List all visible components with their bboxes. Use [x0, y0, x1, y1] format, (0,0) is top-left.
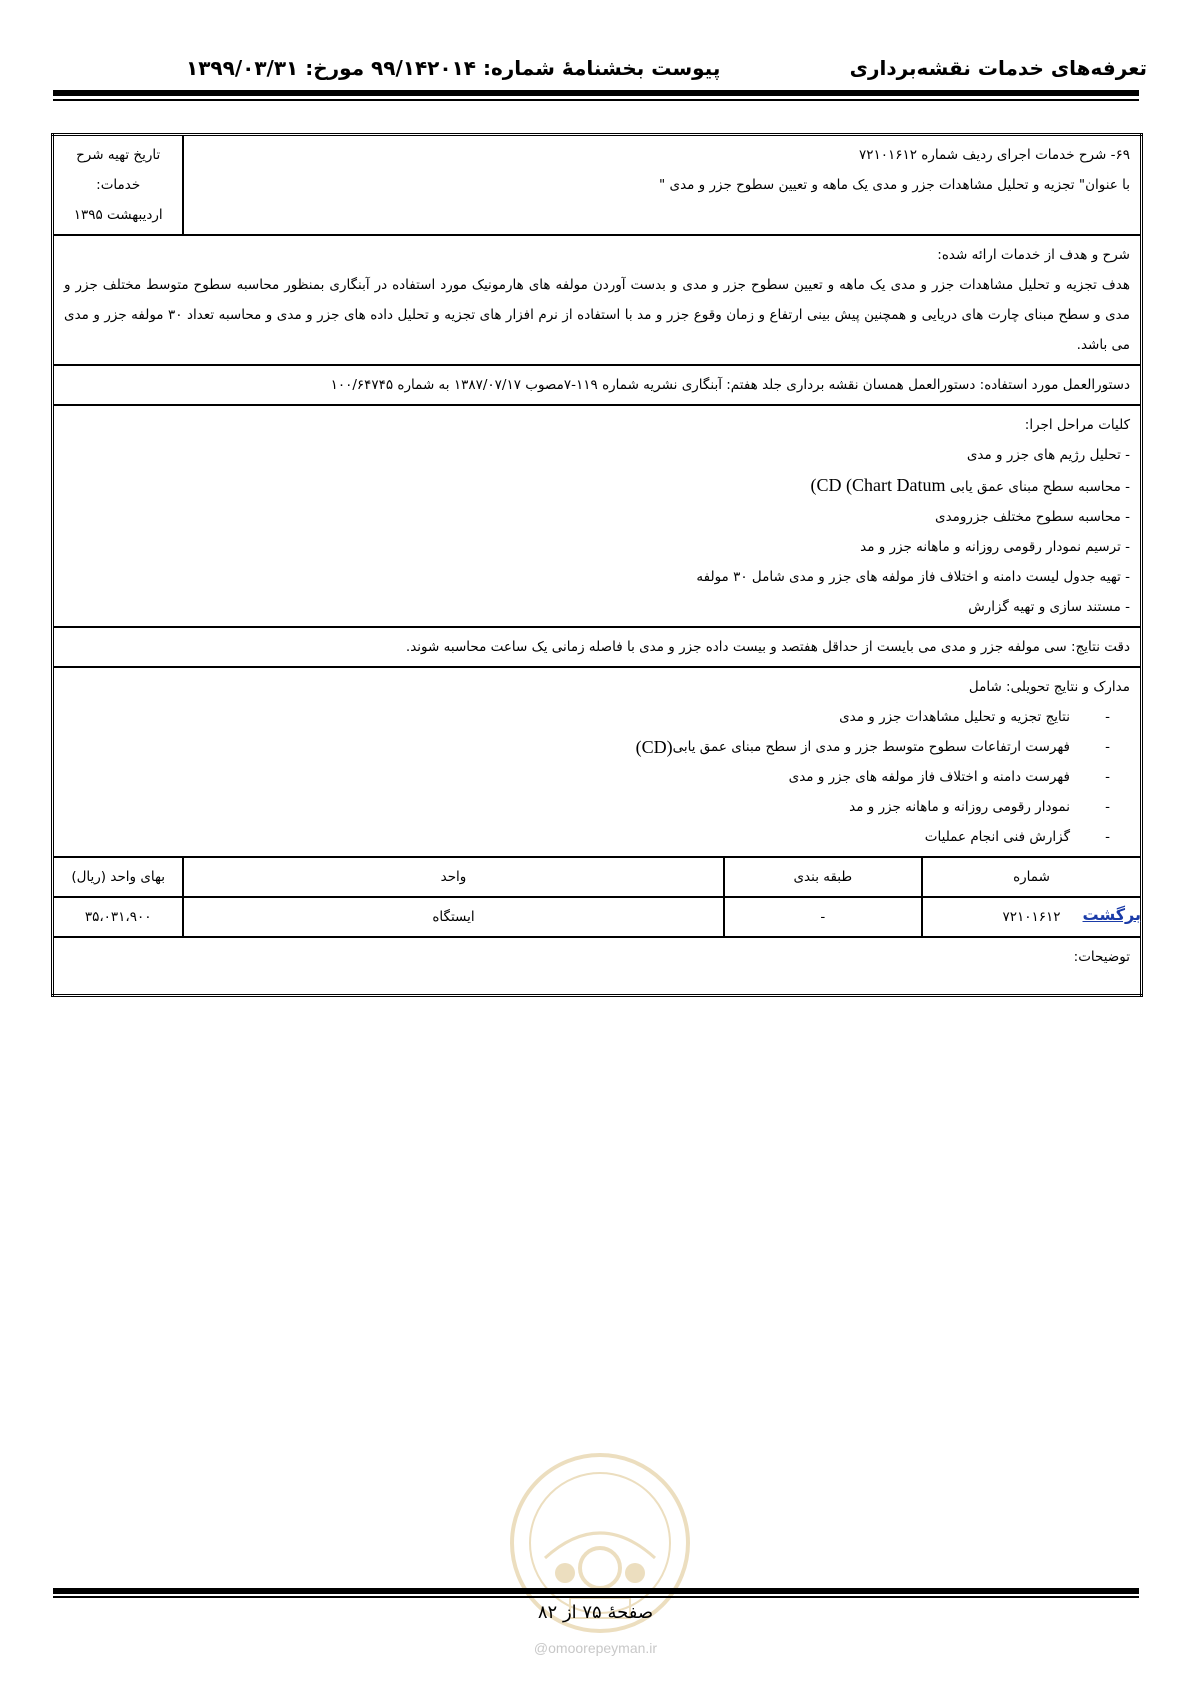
- service-date-value: اردیبهشت ۱۳۹۵: [73, 207, 163, 223]
- deliverables-heading: مدارک و نتایج تحویلی: شامل: [968, 679, 1130, 695]
- steps-item: - مستند سازی و تهیه گزارش: [968, 599, 1130, 615]
- header-title: تعرفه‌های خدمات نقشه‌برداری: [849, 56, 1147, 80]
- service-title: با عنوان" تجزیه و تحلیل مشاهدات جزر و مدی یک ماهه و تعیین سطوح جزر و مدی ": [659, 177, 1130, 193]
- deliverables-list: [64, 702, 1130, 852]
- price-unit-price: ۳۵،۰۳۱،۹۰۰: [53, 897, 184, 937]
- header-unit-price: بهای واحد (ریال): [53, 857, 184, 897]
- notes-row: [53, 937, 1142, 996]
- footer-rule-thin: [53, 1596, 1139, 1598]
- watermark-site: @omoorepeyman.ir: [533, 1640, 658, 1656]
- reference-cell: دستورالعمل مورد استفاده: دستورالعمل همسان نقشه برداری جلد هفتم: آبنگاری نشریه شماره ۱۱۹-۷مصوب ۱۳۸۷/۰۷/۱۷ به شماره ۱۰۰/۶۴۷۴۵: [53, 365, 1142, 405]
- price-category: -: [724, 897, 922, 937]
- deliverables-item: - نمودار رقومی روزانه و ماهانه جزر و مد: [849, 799, 1110, 815]
- header-unit: واحد: [183, 857, 723, 897]
- steps-item: - ترسیم نمودار رقومی روزانه و ماهانه جزر و مد: [860, 539, 1130, 555]
- steps-heading: کلیات مراحل اجرا:: [1024, 417, 1130, 433]
- header-circular-reference: پیوست بخشنامهٔ شماره: ۹۹/۱۴۲۰۱۴ مورخ: ۱۳۹۹/۰۳/۳۱: [186, 56, 721, 80]
- notes-cell: [53, 937, 1142, 996]
- description-body: هدف تجزیه و تحلیل مشاهدات جزر و مدی یک ماهه و تعیین سطوح جزر و مدی و بدست آوردن مولفه های هارمونیک مورد استفاده در آبنگاری بمنظور محاسبه سطوح متوسط مختلف جزر و مدی و سطح مبنای چارت های دریایی و همچنین پیش بینی ارتفاع و زمان وقوع جزر و مد با استفاده از نرم افزار های تجزیه و تحلیل داده های جزر و مدی و محاسبه تعداد ۳۰ مولفه جزر و مدی می باشد.: [64, 277, 1130, 353]
- header-category: طبقه بندی: [724, 857, 922, 897]
- service-row-number: ۶۹- شرح خدمات اجرای ردیف شماره ۷۲۱۰۱۶۱۲: [858, 147, 1130, 163]
- deliverables-item: - فهرست دامنه و اختلاف فاز مولفه های جزر و مدی: [788, 769, 1110, 785]
- steps-item: - تحلیل رژیم های جزر و مدی: [966, 447, 1130, 463]
- price-unit: ایستگاه: [183, 897, 723, 937]
- service-date-cell: [53, 135, 184, 236]
- reference-row: [53, 365, 1142, 405]
- footer-rule: [53, 1588, 1139, 1594]
- deliverables-cell: [53, 667, 1142, 857]
- deliverables-item-en: (CD): [635, 737, 673, 757]
- steps-item: - محاسبه سطوح مختلف جزرومدی: [935, 509, 1130, 525]
- header-rule: [53, 90, 1139, 96]
- steps-item: - تهیه جدول لیست دامنه و اختلاف فاز مولفه های جزر و مدی شامل ۳۰ مولفه: [696, 569, 1130, 585]
- description-heading: شرح و هدف از خدمات ارائه شده:: [937, 247, 1130, 263]
- price-header-row: [53, 857, 1142, 897]
- service-table: [51, 133, 1143, 997]
- price-number: ۷۲۱۰۱۶۱۲: [922, 897, 1141, 937]
- accuracy-cell: دقت نتایج: سی مولفه جزر و مدی می بایست از حداقل هفتصد و بیست داده جزر و مدی با فاصله زمانی یک ساعت محاسبه شوند.: [53, 627, 1142, 667]
- deliverables-row: [53, 667, 1142, 857]
- page-number: صفحهٔ ۷۵ از ۸۲: [537, 1602, 654, 1623]
- deliverables-item: - گزارش فنی انجام عملیات: [924, 829, 1110, 845]
- steps-row: [53, 405, 1142, 627]
- service-date-label: تاریخ تهیه شرح خدمات:: [76, 147, 161, 193]
- header-number: شماره: [922, 857, 1141, 897]
- notes-label: توضیحات:: [1073, 949, 1130, 965]
- service-title-cell: [183, 135, 1141, 236]
- description-row: [53, 235, 1142, 365]
- deliverables-item: - نتایج تجزیه و تحلیل مشاهدات جزر و مدی: [839, 709, 1110, 725]
- price-row: [53, 897, 1142, 937]
- description-cell: [53, 235, 1142, 365]
- steps-cell: [53, 405, 1142, 627]
- accuracy-row: [53, 627, 1142, 667]
- steps-item-en: (CD (Chart Datum: [810, 475, 946, 495]
- steps-item: - محاسبه سطح مبنای عمق یابی (CD (Chart Datum: [810, 475, 1130, 495]
- back-link[interactable]: برگشت: [1082, 905, 1141, 924]
- service-title-row: [53, 135, 1142, 236]
- header-rule-thin: [53, 99, 1139, 101]
- deliverables-item: - فهرست ارتفاعات سطوح متوسط جزر و مدی از سطح مبنای عمق یابی (CD): [64, 732, 1110, 762]
